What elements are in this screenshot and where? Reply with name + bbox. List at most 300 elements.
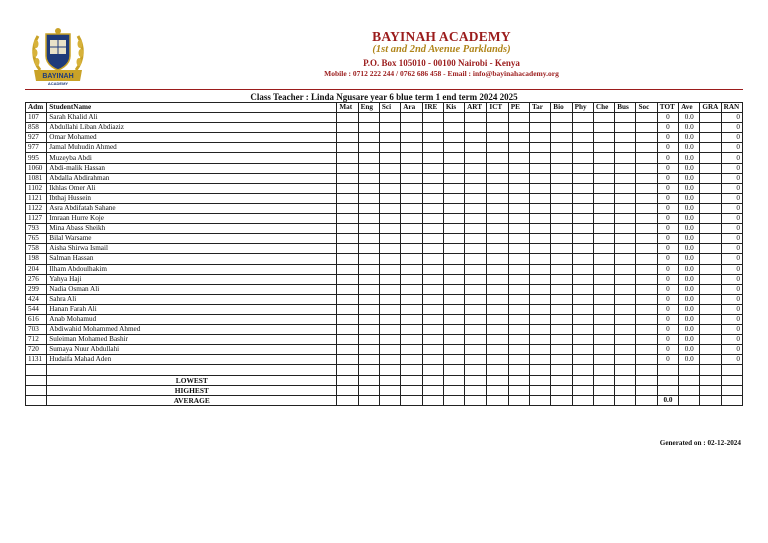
- subject-mark-cell: [530, 203, 551, 213]
- subject-mark-cell: [443, 314, 464, 324]
- subject-mark-cell: [401, 214, 422, 224]
- subject-mark-cell: [465, 133, 487, 143]
- blank-cell: [700, 365, 721, 375]
- subject-mark-cell: [443, 294, 464, 304]
- subject-mark-cell: [422, 193, 443, 203]
- subject-mark-cell: [379, 264, 400, 274]
- summary-mark-cell: [337, 375, 358, 385]
- grade-cell: [700, 123, 721, 133]
- student-name-cell: Hanan Farah Ali: [47, 304, 337, 314]
- subject-mark-cell: [401, 335, 422, 345]
- subject-mark-cell: [615, 203, 636, 213]
- subject-mark-cell: [615, 335, 636, 345]
- subject-mark-cell: [636, 214, 657, 224]
- subject-mark-cell: [636, 274, 657, 284]
- subject-mark-cell: [487, 173, 508, 183]
- rank-cell: 0: [721, 355, 742, 365]
- subject-mark-cell: [358, 264, 379, 274]
- subject-mark-cell: [551, 214, 572, 224]
- generated-date: Generated on : 02-12-2024: [659, 439, 741, 447]
- subject-mark-cell: [636, 224, 657, 234]
- subject-mark-cell: [593, 123, 614, 133]
- subject-mark-cell: [551, 224, 572, 234]
- subject-mark-cell: [530, 325, 551, 335]
- average-cell: 0.0: [679, 325, 700, 335]
- subject-mark-cell: [572, 203, 593, 213]
- subject-mark-cell: [572, 254, 593, 264]
- subject-mark-cell: [358, 113, 379, 123]
- subject-mark-cell: [593, 234, 614, 244]
- column-header: GRA: [700, 103, 721, 113]
- subject-mark-cell: [379, 274, 400, 284]
- subject-mark-cell: [422, 345, 443, 355]
- summary-average-cell: [679, 385, 700, 395]
- table-header-row: [26, 103, 743, 113]
- subject-mark-cell: [337, 335, 358, 345]
- average-cell: 0.0: [679, 214, 700, 224]
- subject-mark-cell: [465, 284, 487, 294]
- subject-mark-cell: [593, 284, 614, 294]
- summary-mark-cell: [337, 385, 358, 395]
- subject-mark-cell: [508, 133, 529, 143]
- grade-cell: [700, 325, 721, 335]
- grade-cell: [700, 264, 721, 274]
- grade-cell: [700, 163, 721, 173]
- subject-mark-cell: [593, 113, 614, 123]
- average-cell: 0.0: [679, 234, 700, 244]
- subject-mark-cell: [337, 314, 358, 324]
- average-cell: 0.0: [679, 304, 700, 314]
- subject-mark-cell: [530, 173, 551, 183]
- summary-mark-cell: [487, 375, 508, 385]
- adm-cell: 703: [26, 325, 47, 335]
- subject-mark-cell: [508, 294, 529, 304]
- subject-mark-cell: [508, 163, 529, 173]
- adm-cell: 977: [26, 143, 47, 153]
- subject-mark-cell: [379, 254, 400, 264]
- summary-mark-cell: [465, 395, 487, 405]
- student-name-cell: Abdullahi Liban Abdiaziz: [47, 123, 337, 133]
- rank-cell: 0: [721, 193, 742, 203]
- grade-cell: [700, 294, 721, 304]
- subject-mark-cell: [443, 214, 464, 224]
- subject-mark-cell: [508, 173, 529, 183]
- report-header: [0, 0, 768, 92]
- summary-mark-cell: [358, 375, 379, 385]
- subject-mark-cell: [508, 244, 529, 254]
- subject-mark-cell: [530, 244, 551, 254]
- adm-cell: 544: [26, 304, 47, 314]
- total-cell: 0: [657, 335, 678, 345]
- subject-mark-cell: [358, 123, 379, 133]
- subject-mark-cell: [401, 284, 422, 294]
- subject-mark-cell: [422, 123, 443, 133]
- subject-mark-cell: [379, 224, 400, 234]
- average-cell: 0.0: [679, 294, 700, 304]
- rank-cell: 0: [721, 133, 742, 143]
- subject-mark-cell: [508, 113, 529, 123]
- column-header: IRE: [422, 103, 443, 113]
- subject-mark-cell: [508, 274, 529, 284]
- subject-mark-cell: [487, 264, 508, 274]
- subject-mark-cell: [465, 294, 487, 304]
- subject-mark-cell: [530, 214, 551, 224]
- subject-mark-cell: [572, 355, 593, 365]
- subject-mark-cell: [636, 254, 657, 264]
- summary-mark-cell: [422, 375, 443, 385]
- total-cell: 0: [657, 325, 678, 335]
- subject-mark-cell: [636, 314, 657, 324]
- subject-mark-cell: [593, 193, 614, 203]
- table-row: [26, 355, 743, 365]
- total-cell: 0: [657, 133, 678, 143]
- summary-mark-cell: [337, 395, 358, 405]
- subject-mark-cell: [530, 304, 551, 314]
- rank-cell: 0: [721, 203, 742, 213]
- subject-mark-cell: [422, 183, 443, 193]
- subject-mark-cell: [572, 193, 593, 203]
- student-name-cell: Hudaifa Mahad Aden: [47, 355, 337, 365]
- blank-cell: [401, 365, 422, 375]
- blank-cell: [379, 365, 400, 375]
- blank-cell: [26, 365, 47, 375]
- subject-mark-cell: [443, 304, 464, 314]
- subject-mark-cell: [401, 123, 422, 133]
- subject-mark-cell: [358, 345, 379, 355]
- average-cell: 0.0: [679, 163, 700, 173]
- subject-mark-cell: [593, 355, 614, 365]
- column-header: TOT: [657, 103, 678, 113]
- blank-cell: [487, 365, 508, 375]
- total-cell: 0: [657, 183, 678, 193]
- subject-mark-cell: [443, 234, 464, 244]
- school-contact: Mobile : 0712 222 244 / 0762 686 458 - Email : info@bayinahacademy.org: [324, 69, 559, 78]
- subject-mark-cell: [358, 183, 379, 193]
- subject-mark-cell: [337, 284, 358, 294]
- logo-text: BAYINAH: [42, 73, 74, 80]
- subject-mark-cell: [401, 244, 422, 254]
- subject-mark-cell: [487, 294, 508, 304]
- column-header: Adm: [26, 103, 47, 113]
- subject-mark-cell: [593, 325, 614, 335]
- subject-mark-cell: [401, 264, 422, 274]
- subject-mark-cell: [465, 203, 487, 213]
- summary-mark-cell: [551, 395, 572, 405]
- subject-mark-cell: [358, 314, 379, 324]
- rank-cell: 0: [721, 123, 742, 133]
- subject-mark-cell: [615, 274, 636, 284]
- subject-mark-cell: [508, 123, 529, 133]
- rank-cell: 0: [721, 244, 742, 254]
- summary-mark-cell: [551, 385, 572, 395]
- subject-mark-cell: [551, 143, 572, 153]
- subject-mark-cell: [337, 214, 358, 224]
- summary-mark-cell: [508, 395, 529, 405]
- subject-mark-cell: [465, 173, 487, 183]
- subject-mark-cell: [379, 304, 400, 314]
- subject-mark-cell: [636, 345, 657, 355]
- subject-mark-cell: [636, 163, 657, 173]
- subject-mark-cell: [508, 345, 529, 355]
- average-cell: 0.0: [679, 123, 700, 133]
- logo-subtext: ACADEMY: [47, 81, 69, 86]
- blank-cell: [337, 365, 358, 375]
- subject-mark-cell: [551, 264, 572, 274]
- subject-mark-cell: [422, 314, 443, 324]
- subject-mark-cell: [551, 234, 572, 244]
- subject-mark-cell: [636, 284, 657, 294]
- subject-mark-cell: [358, 153, 379, 163]
- table-row: [26, 133, 743, 143]
- grade-cell: [700, 355, 721, 365]
- adm-cell: 858: [26, 123, 47, 133]
- blank-cell: [530, 365, 551, 375]
- summary-mark-cell: [443, 385, 464, 395]
- summary-adm-cell: [26, 395, 47, 405]
- subject-mark-cell: [401, 153, 422, 163]
- subject-mark-cell: [593, 345, 614, 355]
- subject-mark-cell: [422, 113, 443, 123]
- subject-mark-cell: [572, 244, 593, 254]
- blank-cell: [443, 365, 464, 375]
- summary-rank-cell: [721, 375, 742, 385]
- column-header: Soc: [636, 103, 657, 113]
- subject-mark-cell: [615, 143, 636, 153]
- column-header: Bus: [615, 103, 636, 113]
- student-name-cell: Abdiwahid Mohammed Ahmed: [47, 325, 337, 335]
- subject-mark-cell: [337, 274, 358, 284]
- student-name-cell: Ikhlas Omer Ali: [47, 183, 337, 193]
- subject-mark-cell: [401, 143, 422, 153]
- subject-mark-cell: [487, 214, 508, 224]
- table-row: [26, 234, 743, 244]
- adm-cell: 720: [26, 345, 47, 355]
- subject-mark-cell: [551, 355, 572, 365]
- subject-mark-cell: [422, 143, 443, 153]
- subject-mark-cell: [401, 224, 422, 234]
- subject-mark-cell: [572, 294, 593, 304]
- adm-cell: 793: [26, 224, 47, 234]
- subject-mark-cell: [443, 153, 464, 163]
- blank-cell: [47, 365, 337, 375]
- subject-mark-cell: [401, 234, 422, 244]
- summary-total-cell: [657, 375, 678, 385]
- subject-mark-cell: [615, 254, 636, 264]
- subject-mark-cell: [379, 163, 400, 173]
- student-name-cell: Ilham Abdoulhakim: [47, 264, 337, 274]
- subject-mark-cell: [379, 355, 400, 365]
- subject-mark-cell: [487, 314, 508, 324]
- student-name-cell: Suleiman Mohamed Bashir: [47, 335, 337, 345]
- average-cell: 0.0: [679, 173, 700, 183]
- subject-mark-cell: [401, 355, 422, 365]
- column-header: ICT: [487, 103, 508, 113]
- summary-mark-cell: [572, 375, 593, 385]
- subject-mark-cell: [337, 254, 358, 264]
- student-name-cell: Aisha Shirwa Ismail: [47, 244, 337, 254]
- total-cell: 0: [657, 143, 678, 153]
- subject-mark-cell: [465, 325, 487, 335]
- subject-mark-cell: [615, 163, 636, 173]
- summary-mark-cell: [508, 375, 529, 385]
- subject-mark-cell: [530, 123, 551, 133]
- subject-mark-cell: [530, 294, 551, 304]
- subject-mark-cell: [530, 163, 551, 173]
- subject-mark-cell: [636, 304, 657, 314]
- subject-mark-cell: [422, 203, 443, 213]
- subject-mark-cell: [636, 133, 657, 143]
- subject-mark-cell: [487, 133, 508, 143]
- subject-mark-cell: [615, 153, 636, 163]
- subject-mark-cell: [572, 325, 593, 335]
- subject-mark-cell: [337, 304, 358, 314]
- subject-mark-cell: [530, 314, 551, 324]
- rank-cell: 0: [721, 264, 742, 274]
- class-title: Class Teacher : Linda Ngusare year 6 blue term 1 end term 2024 2025: [250, 92, 518, 102]
- average-cell: 0.0: [679, 143, 700, 153]
- subject-mark-cell: [615, 264, 636, 274]
- subject-mark-cell: [422, 244, 443, 254]
- summary-mark-cell: [401, 385, 422, 395]
- grade-cell: [700, 183, 721, 193]
- summary-mark-cell: [379, 395, 400, 405]
- subject-mark-cell: [337, 163, 358, 173]
- subject-mark-cell: [337, 193, 358, 203]
- grade-cell: [700, 133, 721, 143]
- adm-cell: 1081: [26, 173, 47, 183]
- adm-cell: 1131: [26, 355, 47, 365]
- subject-mark-cell: [615, 123, 636, 133]
- subject-mark-cell: [551, 254, 572, 264]
- average-cell: 0.0: [679, 335, 700, 345]
- student-name-cell: Jamal Muhudin Ahmed: [47, 143, 337, 153]
- blank-cell: [551, 365, 572, 375]
- subject-mark-cell: [422, 163, 443, 173]
- summary-mark-cell: [401, 395, 422, 405]
- subject-mark-cell: [443, 254, 464, 264]
- subject-mark-cell: [443, 345, 464, 355]
- student-name-cell: Salman Hassan: [47, 254, 337, 264]
- subject-mark-cell: [636, 123, 657, 133]
- subject-mark-cell: [551, 335, 572, 345]
- subject-mark-cell: [551, 123, 572, 133]
- subject-mark-cell: [508, 153, 529, 163]
- subject-mark-cell: [615, 284, 636, 294]
- subject-mark-cell: [572, 314, 593, 324]
- summary-mark-cell: [615, 375, 636, 385]
- total-cell: 0: [657, 214, 678, 224]
- subject-mark-cell: [487, 183, 508, 193]
- grade-cell: [700, 234, 721, 244]
- average-cell: 0.0: [679, 284, 700, 294]
- school-subtitle: (1st and 2nd Avenue Parklands): [372, 44, 511, 55]
- subject-mark-cell: [337, 143, 358, 153]
- subject-mark-cell: [379, 183, 400, 193]
- adm-cell: 107: [26, 113, 47, 123]
- table-row: [26, 113, 743, 123]
- average-cell: 0.0: [679, 264, 700, 274]
- grade-cell: [700, 214, 721, 224]
- summary-rank-cell: [721, 385, 742, 395]
- total-cell: 0: [657, 153, 678, 163]
- subject-mark-cell: [379, 173, 400, 183]
- subject-mark-cell: [530, 274, 551, 284]
- subject-mark-cell: [508, 335, 529, 345]
- subject-mark-cell: [530, 153, 551, 163]
- summary-mark-cell: [636, 375, 657, 385]
- subject-mark-cell: [593, 224, 614, 234]
- subject-mark-cell: [379, 143, 400, 153]
- subject-mark-cell: [572, 133, 593, 143]
- subject-mark-cell: [530, 143, 551, 153]
- summary-mark-cell: [530, 385, 551, 395]
- subject-mark-cell: [337, 345, 358, 355]
- subject-mark-cell: [572, 214, 593, 224]
- subject-mark-cell: [465, 345, 487, 355]
- total-cell: 0: [657, 355, 678, 365]
- subject-mark-cell: [508, 183, 529, 193]
- subject-mark-cell: [401, 113, 422, 123]
- summary-row-lowest: [26, 375, 743, 385]
- subject-mark-cell: [615, 214, 636, 224]
- subject-mark-cell: [465, 264, 487, 274]
- student-name-cell: Yahya Haji: [47, 274, 337, 284]
- subject-mark-cell: [636, 173, 657, 183]
- adm-cell: 1122: [26, 203, 47, 213]
- blank-cell: [615, 365, 636, 375]
- blank-cell: [465, 365, 487, 375]
- subject-mark-cell: [572, 224, 593, 234]
- table-row: [26, 335, 743, 345]
- student-name-cell: Anab Mohamud: [47, 314, 337, 324]
- subject-mark-cell: [337, 355, 358, 365]
- column-header: Phy: [572, 103, 593, 113]
- summary-adm-cell: [26, 385, 47, 395]
- adm-cell: 299: [26, 284, 47, 294]
- subject-mark-cell: [337, 264, 358, 274]
- subject-mark-cell: [379, 294, 400, 304]
- subject-mark-cell: [530, 234, 551, 244]
- subject-mark-cell: [636, 143, 657, 153]
- summary-mark-cell: [401, 375, 422, 385]
- student-name-cell: Abdalla Abdirahman: [47, 173, 337, 183]
- subject-mark-cell: [337, 325, 358, 335]
- summary-label: LOWEST: [47, 375, 337, 385]
- subject-mark-cell: [401, 173, 422, 183]
- student-name-cell: Bilal Warsame: [47, 234, 337, 244]
- subject-mark-cell: [465, 193, 487, 203]
- rank-cell: 0: [721, 345, 742, 355]
- school-address: P.O. Box 105010 - 00100 Nairobi - Kenya: [363, 58, 520, 68]
- grade-cell: [700, 254, 721, 264]
- subject-mark-cell: [401, 314, 422, 324]
- rank-cell: 0: [721, 284, 742, 294]
- subject-mark-cell: [401, 203, 422, 213]
- subject-mark-cell: [487, 244, 508, 254]
- average-cell: 0.0: [679, 193, 700, 203]
- subject-mark-cell: [443, 113, 464, 123]
- subject-mark-cell: [379, 153, 400, 163]
- subject-mark-cell: [551, 294, 572, 304]
- total-cell: 0: [657, 314, 678, 324]
- average-cell: 0.0: [679, 224, 700, 234]
- subject-mark-cell: [530, 254, 551, 264]
- subject-mark-cell: [337, 224, 358, 234]
- subject-mark-cell: [401, 183, 422, 193]
- average-cell: 0.0: [679, 203, 700, 213]
- student-name-cell: Nadia Osman Ali: [47, 284, 337, 294]
- subject-mark-cell: [422, 274, 443, 284]
